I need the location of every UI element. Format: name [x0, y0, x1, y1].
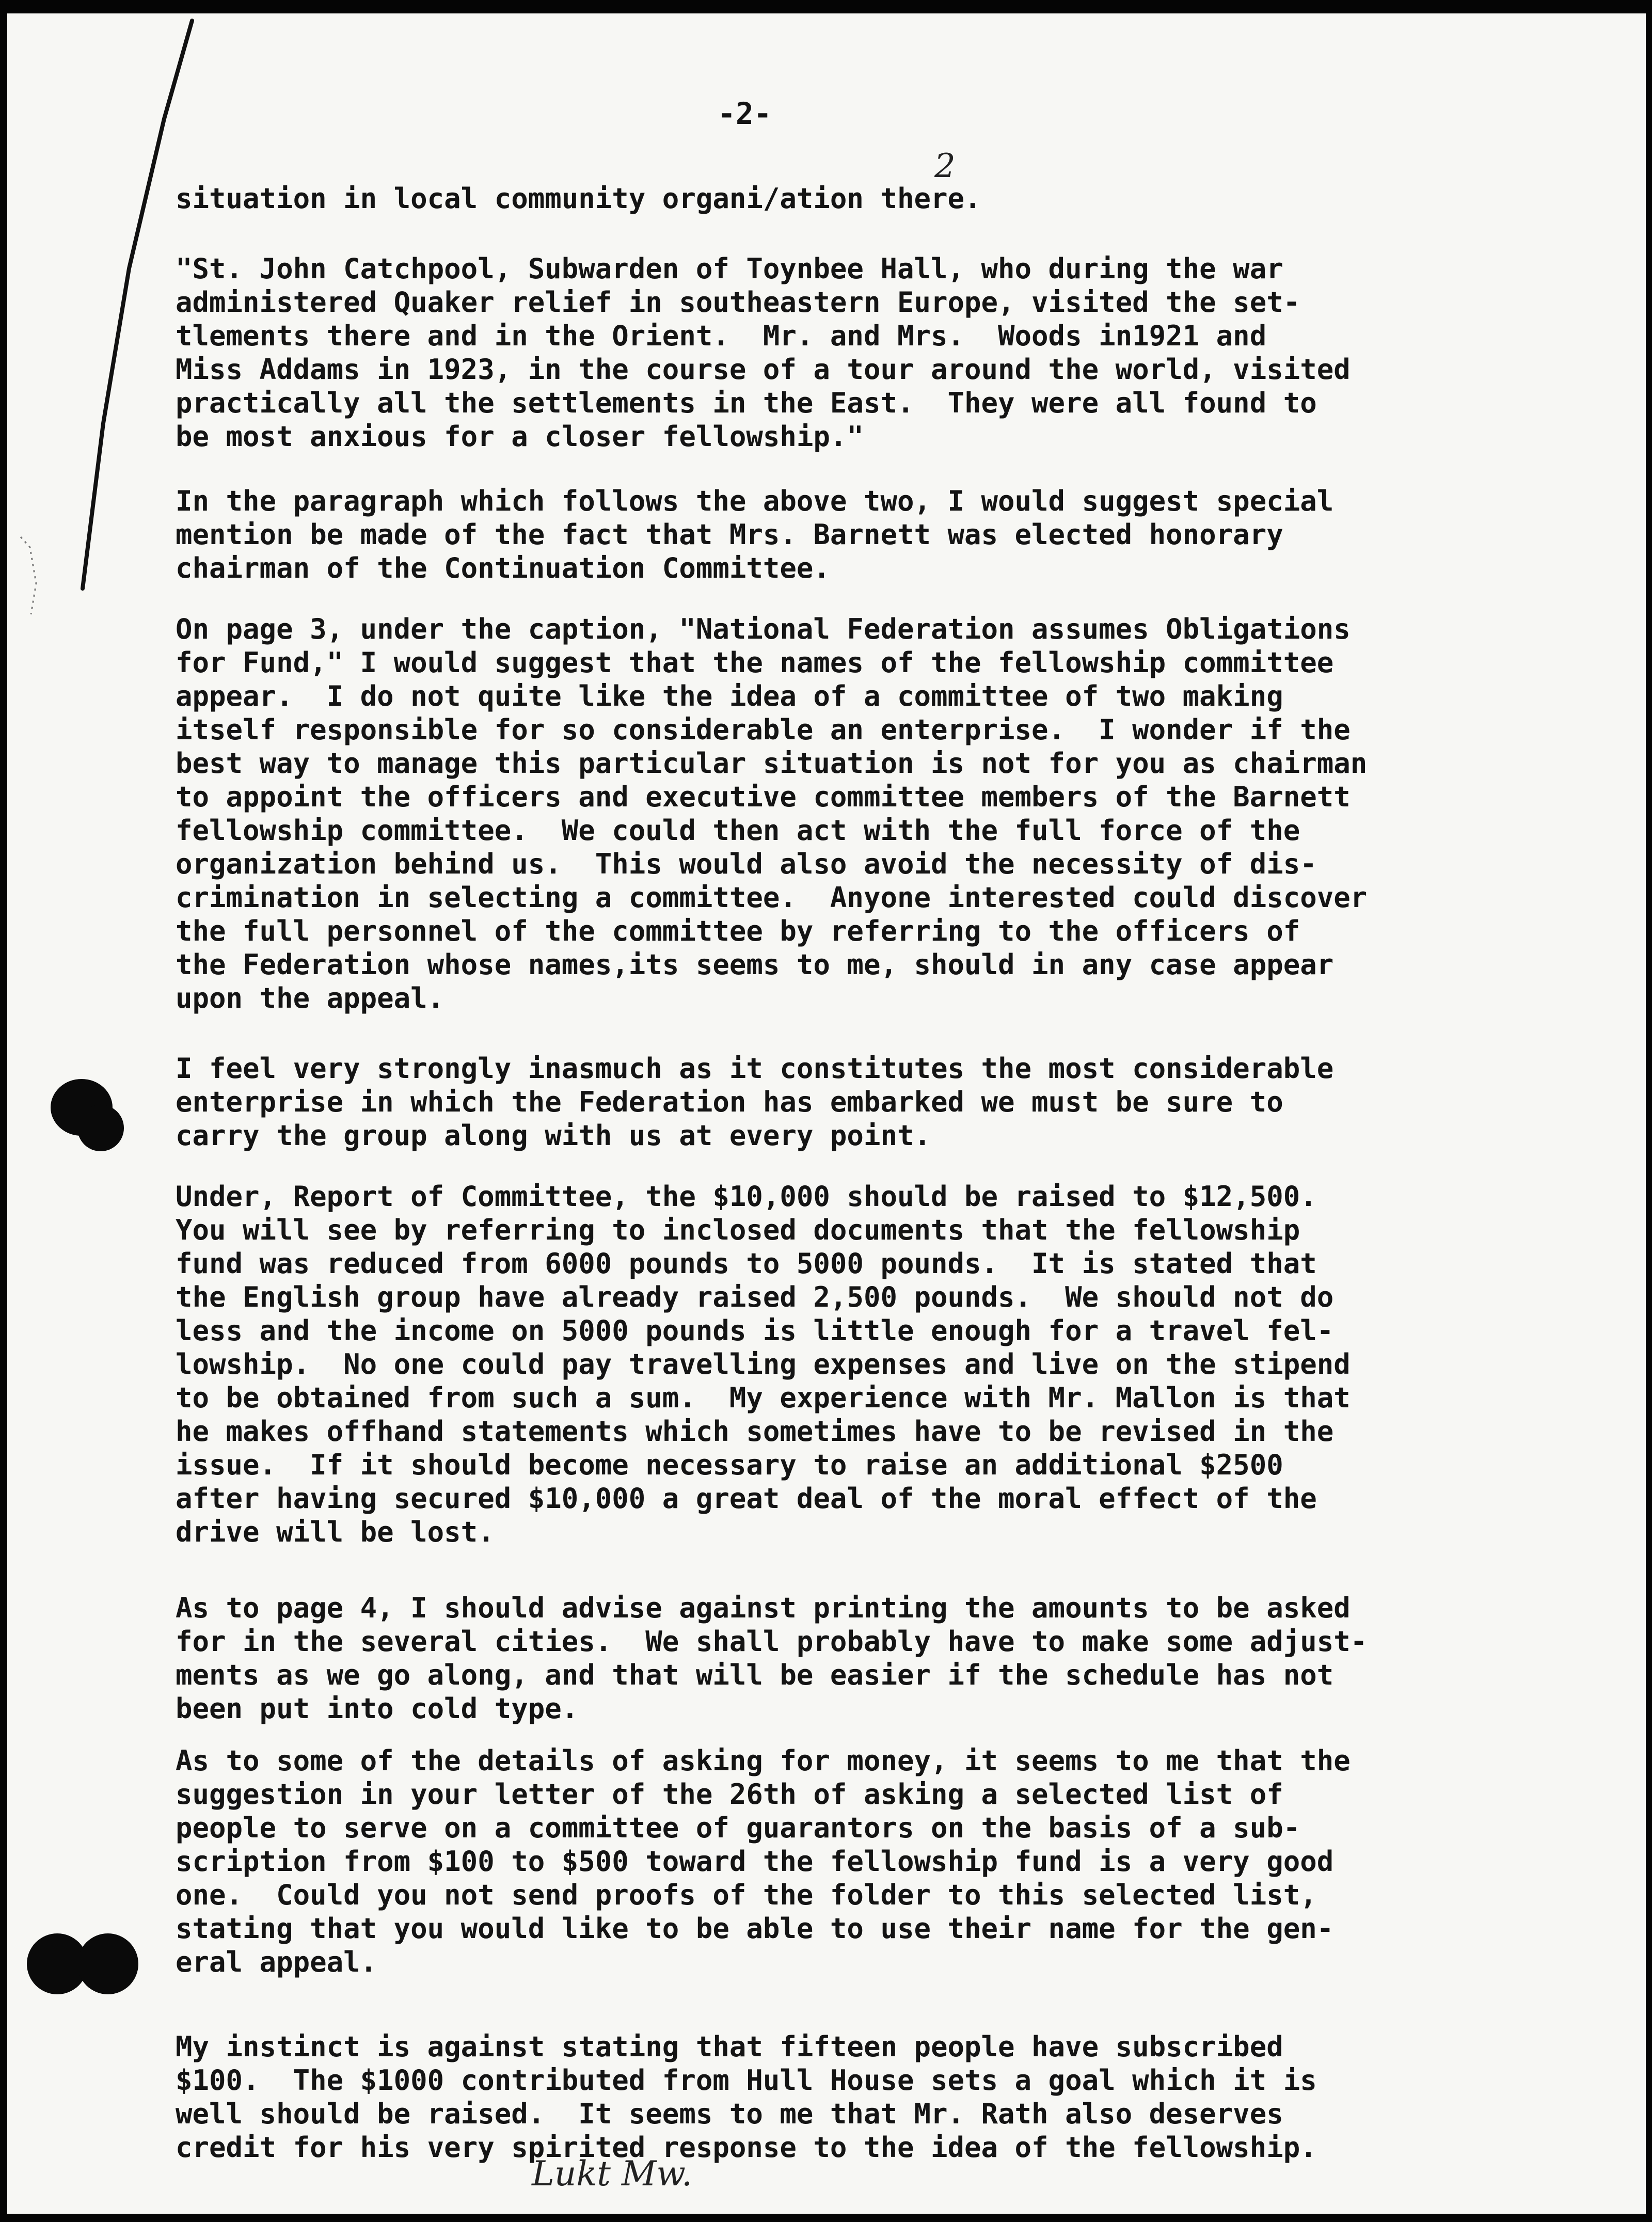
paragraph-7: As to page 4, I should advise against printing the amounts to be asked for in the several cities. We shall probably have to make some adjust- ments as we go along, and that will be easier if the schedule has not been put into cold type.: [176, 1592, 1368, 1725]
page-number: -2-: [718, 96, 772, 131]
paragraph-9: My instinct is against stating that fifteen people have subscribed $100. The $1000 contributed from Hull House sets a goal which it is well should be raised. It seems to me that Mr. Rath also deserves credit for his very spirited response to the idea of the fellowship.: [176, 2030, 1317, 2164]
paragraph-3: In the paragraph which follows the above two, I would suggest special mention be made of the fact that Mrs. Barnett was elected honorary chairman of the Continuation Committee.: [176, 485, 1334, 584]
punch-hole-upper-2: [77, 1105, 124, 1151]
punch-hole-lower-2: [77, 1933, 138, 1994]
paragraph-8: As to some of the details of asking for money, it seems to me that the suggestion in your letter of the 26th of asking a selected list of people to serve on a committee of guarantors on the basis of a sub- scription from $100 to $500 toward the fellowship fund is a very good one. Could you not send proofs of the folder to this selected list, stating that you would like to be able to use their name for the gen- eral appeal.: [176, 1744, 1351, 1978]
paragraph-4: On page 3, under the caption, "National Federation assumes Obligations for Fund," I would suggest that the names of the fellowship committee appear. I do not quite like the idea of a committee of two making itself responsible for so considerable an enterprise. I wonder if the best way to manage this particular situation is not for you as chairman to appoint the officers and executive committee members of the Barnett fellowship committee. We could then act with the full force of the organization behind us. This would also avoid the necessity of dis- crimination in selecting a committee. Anyone interested could discover the full personnel of the committee by referring to the officers of the Federation whose names,its seems to me, should in any case appear upon the appeal.: [176, 613, 1368, 1014]
paragraph-1: situation in local community organi/ation there.: [176, 182, 981, 215]
handwritten-correction: 2: [934, 147, 956, 185]
paragraph-6: Under, Report of Committee, the $10,000 should be raised to $12,500. You will see by referring to inclosed documents that the fellowship fund was reduced from 6000 pounds to 5000 pounds. It is stated that the English group have already raised 2,500 pounds. We should not do less and the income on 5000 pounds is little enough for a travel fel- lowship. No one could pay travelling expenses and live on the stipend to be obtained from such a sum. My experience with Mr. Mallon is that he makes offhand statements which sometimes have to be revised in the issue. If it should become necessary to raise an additional $2500 after having secured $10,000 a great deal of the moral effect of the drive will be lost.: [176, 1180, 1351, 1548]
handwritten-initials: Lukt Mw.: [532, 2154, 693, 2194]
paragraph-5: I feel very strongly inasmuch as it constitutes the most considerable enterprise in which the Federation has embarked we must be sure to carry the group along with us at every point.: [176, 1052, 1334, 1152]
paragraph-2: "St. John Catchpool, Subwarden of Toynbee Hall, who during the war administered Quaker relief in southeastern Europe, visited the set- tlements there and in the Orient. Mr. and Mrs. Woods in1921 and Miss Addams in 1923, in the course of a tour around the world, visited practically all the settlements in the East. They were all found to be most anxious for a closer fellowship.": [176, 252, 1351, 453]
